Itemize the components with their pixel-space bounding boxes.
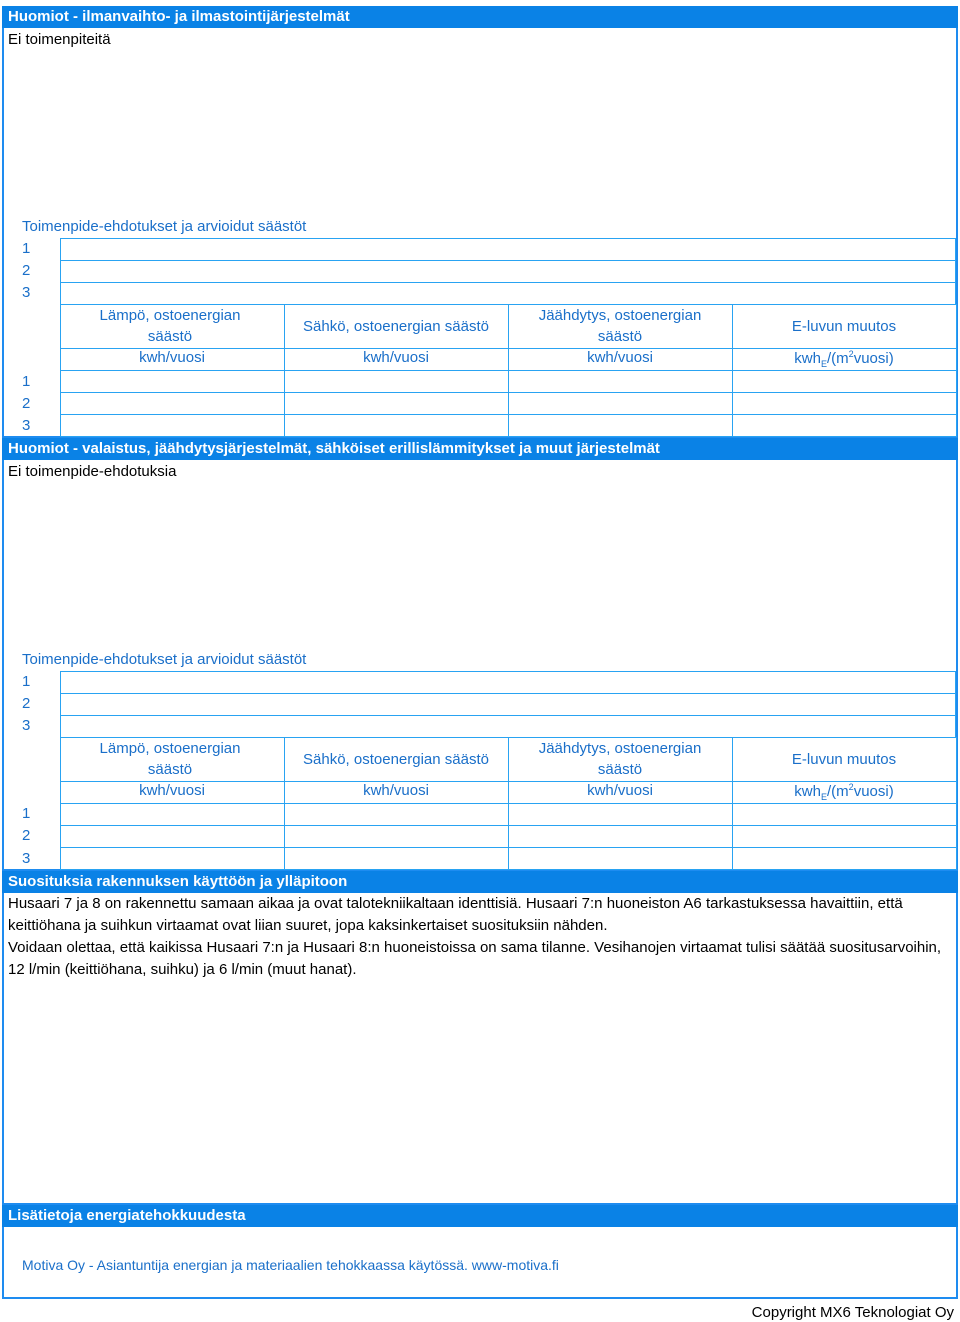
measure-number: 1 — [22, 673, 31, 690]
row-number: 1 — [22, 805, 31, 822]
section-header-lighting: Huomiot - valaistus, jäähdytysjärjestelmät, sähköiset erillislämmitykset ja muut järjestelmät — [2, 438, 958, 460]
row-number: 3 — [22, 850, 31, 867]
col-header-eluku: E-luvun muutos — [791, 751, 897, 768]
measures-table — [60, 238, 956, 305]
row-number: 2 — [22, 395, 31, 412]
col-header-eluku: E-luvun muutos — [791, 318, 897, 335]
recommendation-paragraph: Husaari 7 ja 8 on rakennettu samaan aikaa ja ovat talotekniikaltaan identtisiä. Husaari 7:n huoneiston A6 tarkastuksessa havaittiin, että keittiöhana ja suihkun virtaamat ovat liian suuret, jopa kaksinkertaiset suosituksiin nähden. — [8, 895, 903, 934]
measure-row — [61, 283, 956, 305]
col-header-heat: Lämpö, ostoenergian säästö — [99, 307, 241, 345]
copyright: Copyright MX6 Teknologiat Oy — [751, 1304, 954, 1321]
unit-cooling: kwh/vuosi — [587, 349, 653, 366]
measure-number: 2 — [22, 262, 31, 279]
unit-electricity: kwh/vuosi — [363, 349, 429, 366]
row-number: 3 — [22, 417, 31, 434]
unit-heat: kwh/vuosi — [139, 349, 205, 366]
col-header-electricity: Sähkö, ostoenergian säästö — [303, 318, 489, 335]
row-number: 2 — [22, 827, 31, 844]
unit-heat: kwh/vuosi — [139, 782, 205, 799]
row-number: 1 — [22, 373, 31, 390]
section-header-recommendations: Suosituksia rakennuksen käyttöön ja ylläpitoon — [2, 871, 958, 893]
section-text: Ei toimenpide-ehdotuksia — [8, 463, 177, 480]
unit-eluku: $kwh_E/(m^2vuosi)$ — [794, 782, 894, 802]
measures-title: Toimenpide-ehdotukset ja arvioidut säästöt — [22, 218, 307, 235]
measure-row — [61, 716, 956, 738]
col-header-heat: Lämpö, ostoenergian säästö — [99, 740, 241, 778]
measure-row — [61, 694, 956, 716]
measure-row — [61, 672, 956, 694]
measure-number: 3 — [22, 717, 31, 734]
section-header-more-info: Lisätietoja energiatehokkuudesta — [2, 1205, 958, 1227]
measure-number: 1 — [22, 240, 31, 257]
recommendation-paragraph: Voidaan olettaa, että kaikissa Husaari 7:n ja Husaari 8:n huoneistoissa on sama tilanne. Vesihanojen virtaamat tulisi säätää suositusarvoihin, 12 l/min (keittiöhana, suihku) ja 6 l/min (muut hanat). — [8, 939, 942, 978]
section-header-ventilation: Huomiot - ilmanvaihto- ja ilmastointijärjestelmät — [2, 6, 958, 28]
col-header-cooling: Jäähdytys, ostoenergian säästö — [538, 307, 702, 345]
unit-eluku: $kwh_E/(m^2vuosi)$ — [794, 349, 894, 369]
measures-table — [60, 671, 956, 738]
motiva-info-link[interactable]: Motiva Oy - Asiantuntija energian ja materiaalien tehokkaassa käytössä. www-motiva.fi — [22, 1257, 559, 1273]
unit-electricity: kwh/vuosi — [363, 782, 429, 799]
measure-number: 3 — [22, 284, 31, 301]
unit-cooling: kwh/vuosi — [587, 782, 653, 799]
section-text: Ei toimenpiteitä — [8, 31, 111, 48]
col-header-cooling: Jäähdytys, ostoenergian säästö — [538, 740, 702, 778]
col-header-electricity: Sähkö, ostoenergian säästö — [303, 751, 489, 768]
measure-row — [61, 239, 956, 261]
measures-title: Toimenpide-ehdotukset ja arvioidut säästöt — [22, 651, 307, 668]
measure-row — [61, 261, 956, 283]
measure-number: 2 — [22, 695, 31, 712]
